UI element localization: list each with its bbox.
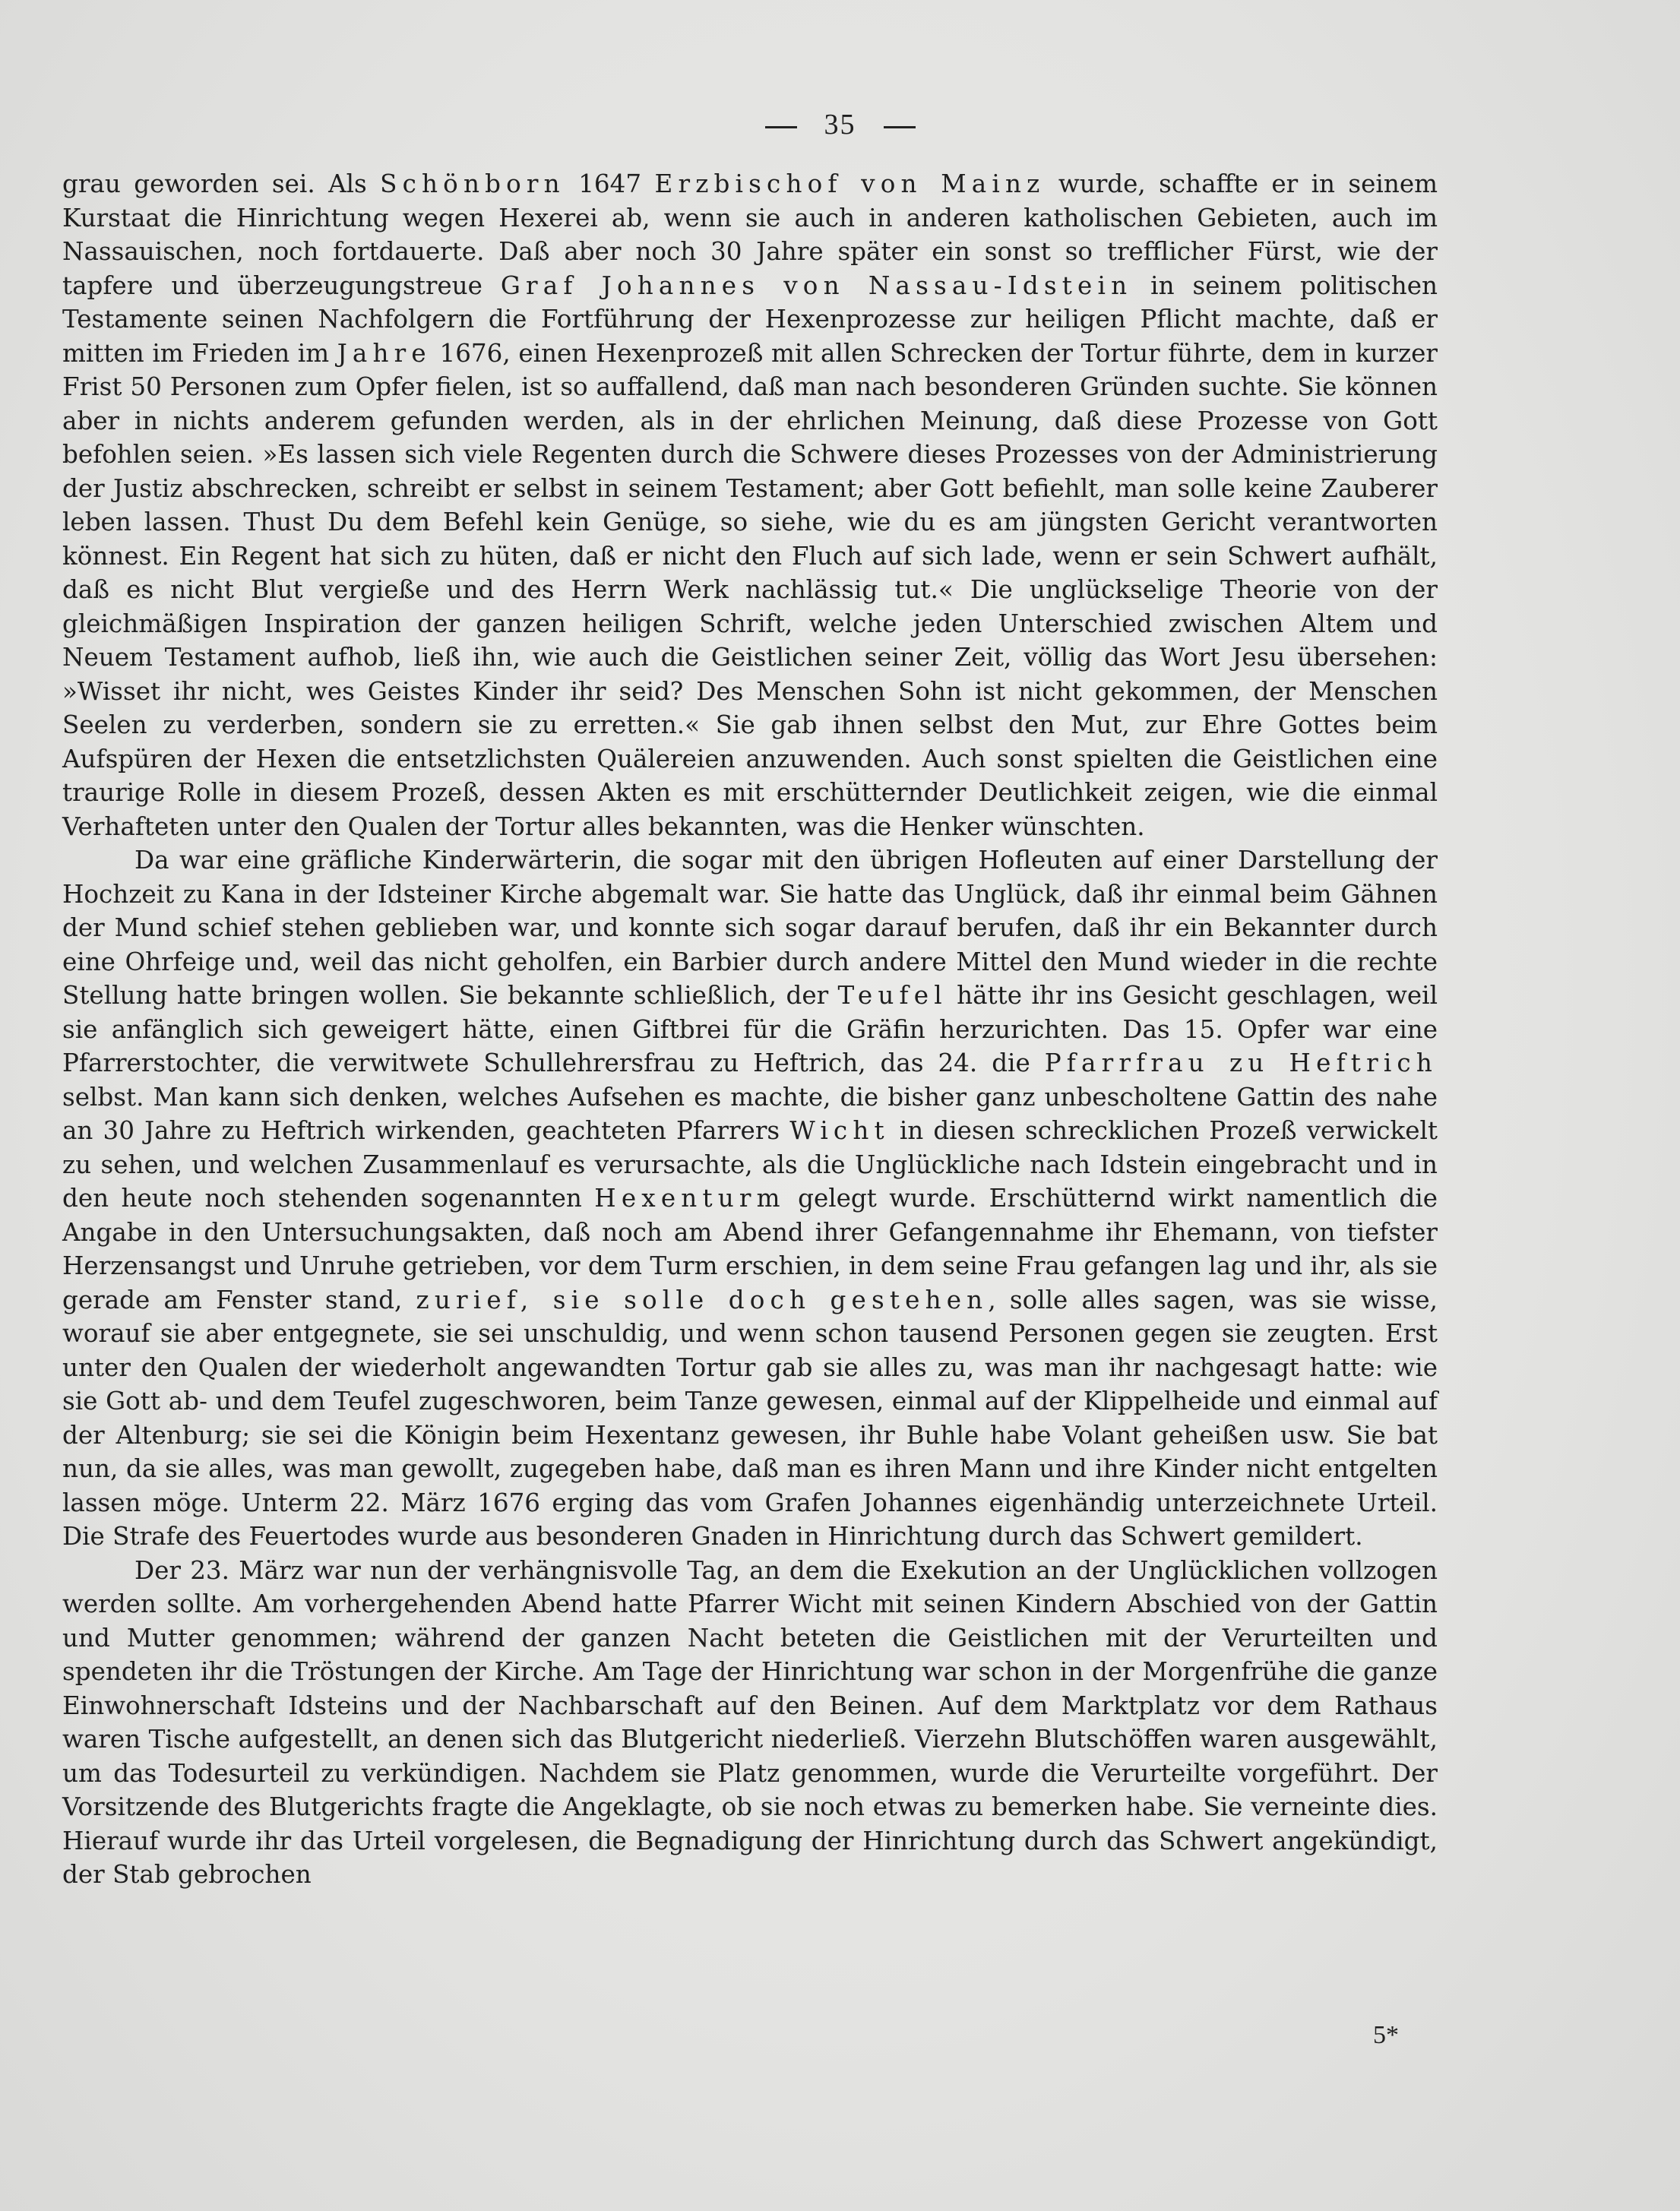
- text-segment: , solle alles sagen, was sie wisse, worauf sie aber entgegnete, sie sei unschuldig, und wenn schon tausend Personen gegen sie zeugten. Erst unter den Qualen der wiederholt angewandten Tortur gab sie alles zu, was man ihr nachgesagt hatte: wie sie Gott ab- und dem Teufel zugeschworen, beim Tanze gewesen, einmal auf der Klippelheide und einmal auf der Altenburg; sie sei die Königin beim Hexentanz gewesen, ihr Buhle habe Volant geheißen usw. Sie bat nun, da sie alles, was man gewollt, zugegeben habe, daß man es ihren Mann und ihre Kinder nicht entgelten lassen möge. Unterm 22. März 1676 erging das vom Grafen Johannes eigenhändig unterzeichnete Urteil. Die Strafe des Feuertodes wurde aus besonderen Gnaden in Hinrichtung durch das Schwert gemildert.: [62, 1285, 1438, 1551]
- emphasized-text: Hexenturm: [594, 1184, 786, 1213]
- emphasized-text: Graf Johannes von Nassau-Idstein: [500, 270, 1133, 300]
- page-header: [0, 108, 1680, 141]
- paragraph: [62, 167, 1438, 843]
- text-segment: in diesen schrecklichen Prozeß verwickelt zu sehen, und welchen Zusammenlauf es verursachte, als die Unglückliche nach Idstein eingebracht und in den heute noch stehenden sogenannten: [62, 1116, 1438, 1213]
- header-dash-right: [884, 126, 916, 128]
- text-segment: Da war eine gräfliche Kinderwärterin, die sogar mit den übrigen Hofleuten auf einer Darstellung der Hochzeit zu Kana in der Idsteiner Kirche abgemalt war. Sie hatte das Unglück, daß ihr einmal beim Gähnen der Mund schief stehen geblieben war, und konnte sich sogar darauf berufen, daß ihr ein Bekannter durch eine Ohrfeige und, weil das nicht geholfen, ein Barbier durch andere Mittel den Mund wieder in die rechte Stellung hatte bringen wollen. Sie bekannte schließlich, der: [62, 846, 1438, 1010]
- emphasized-text: Pfarrfrau zu Heftrich: [1044, 1049, 1438, 1077]
- text-segment: in seinem politischen Testamente seinen Nachfolgern die Fortführung der Hexenprozesse zur heiligen Pflicht machte, daß er mitten im Frieden im: [62, 270, 1438, 368]
- text-segment: 1676, einen Hexenprozeß mit allen Schrecken der Tortur führte, dem in kurzer Frist 50 Personen zum Opfer fielen, ist so auffallend, daß man nach besonderen Gründen suchte. Sie können aber in nichts anderem gefunden werden, als in der ehrlichen Meinung, daß diese Prozesse von Gott befohlen seien. »Es lassen sich viele Regenten durch die Schwere dieses Prozesses von der Administrierung der Justiz abschrecken, schreibt er selbst in seinem Testament; aber Gott befiehlt, man solle keine Zauberer leben lassen. Thust Du dem Befehl kein Genüge, so siehe, wie du es am jüngsten Gericht verantworten könnest. Ein Regent hat sich zu hüten, daß er nicht den Fluch auf sich lade, wenn er sein Schwert aufhält, daß es nicht Blut vergieße und des Herrn Werk nachlässig tut.« Die unglückselige Theorie von der gleichmäßigen Inspiration der ganzen heiligen Schrift, welche jeden Unterschied zwischen Altem und Neuem Testament aufhob, ließ ihn, wie auch die Geistlichen seiner Zeit, völlig das Wort Jesu übersehen: »Wisset ihr nicht, wes Geistes Kinder ihr seid? Des Menschen Sohn ist nicht gekommen, der Menschen Seelen zu verderben, sondern sie zu erretten.« Sie gab ihnen selbst den Mut, zur Ehre Gottes beim Aufspüren der Hexen die entsetzlichsten Quälereien anzuwenden. Auch sonst spielten die Geistlichen eine traurige Rolle in diesem Prozeß, dessen Akten es mit erschütternder Deutlichkeit zeigen, wie die einmal Verhafteten unter den Qualen der Tortur alles bekannten, was die Henker wünschten.: [62, 338, 1438, 841]
- signature-mark: 5*: [1373, 2021, 1399, 2049]
- header-dash-left: [765, 126, 797, 128]
- emphasized-text: Wicht: [789, 1116, 890, 1145]
- paragraph: [62, 1554, 1438, 1892]
- text-segment: Der 23. März war nun der verhängnisvolle Tag, an dem die Exekution an der Unglücklichen vollzogen werden sollte. Am vorhergehenden Abend hatte Pfarrer Wicht mit seinen Kindern Abschied von der Gattin und Mutter genommen; während der ganzen Nacht beteten die Geistlichen mit der Verurteilten und spendeten ihr die Tröstungen der Kirche. Am Tage der Hinrichtung war schon in der Morgenfrühe die ganze Einwohnerschaft Idsteins und der Nachbarschaft auf den Beinen. Auf dem Marktplatz vor dem Rathaus waren Tische aufgestellt, an denen sich das Blutgericht niederließ. Vierzehn Blutschöffen waren ausgewählt, um das Todesurteil zu verkündigen. Nachdem sie Platz genommen, wurde die Verurteilte vorgeführt. Der Vorsitzende des Blutgerichts fragte die Angeklagte, ob sie noch etwas zu bemerken habe. Sie verneinte dies. Hierauf wurde ihr das Urteil vorgelesen, die Begnadigung der Hinrichtung durch das Schwert angekündigt, der Stab gebrochen: [62, 1555, 1438, 1889]
- text-segment: grau geworden sei. Als: [62, 169, 381, 198]
- emphasized-text: zurief, sie solle doch gestehen: [416, 1285, 989, 1314]
- text-segment: wurde, schaffte er in seinem Kurstaat die Hinrichtung wegen Hexerei ab, wenn sie auch in anderen katholischen Gebieten, auch im Nassauischen, noch fortdauerte. Daß aber noch 30 Jahre später ein sonst so trefflicher Fürst, wie der tapfere und überzeugungstreue: [62, 169, 1438, 300]
- text-segment: hätte ihr ins Gesicht geschlagen, weil sie anfänglich sich geweigert hätte, einen Giftbrei für die Gräfin herzurichten. Das 15. Opfer war eine Pfarrerstochter, die verwitwete Schullehrersfrau zu Heftrich, das 24. die: [62, 981, 1438, 1077]
- emphasized-text: Jahre: [337, 338, 432, 368]
- text-segment: gelegt wurde. Erschütternd wirkt namentlich die Angabe in den Untersuchungsakten, daß noch am Abend ihrer Gefangennahme ihr Ehemann, von tiefster Herzensangst und Unruhe getrieben, vor dem Turm erschien, in dem seine Frau gefangen lag und ihr, als sie gerade am Fenster stand,: [62, 1184, 1438, 1314]
- page-number: 35: [824, 109, 856, 141]
- text-segment: 1647: [565, 169, 655, 198]
- paragraph: [62, 843, 1438, 1554]
- emphasized-text: Teufel: [837, 981, 948, 1010]
- emphasized-text: Erzbischof von Mainz: [654, 169, 1046, 198]
- text-segment: selbst. Man kann sich denken, welches Aufsehen es machte, die bisher ganz unbescholtene Gattin des nahe an 30 Jahre zu Heftrich wirkenden, geachteten Pfarrers: [62, 1082, 1438, 1145]
- emphasized-text: Schönborn: [380, 169, 565, 198]
- body-text: [62, 167, 1438, 1892]
